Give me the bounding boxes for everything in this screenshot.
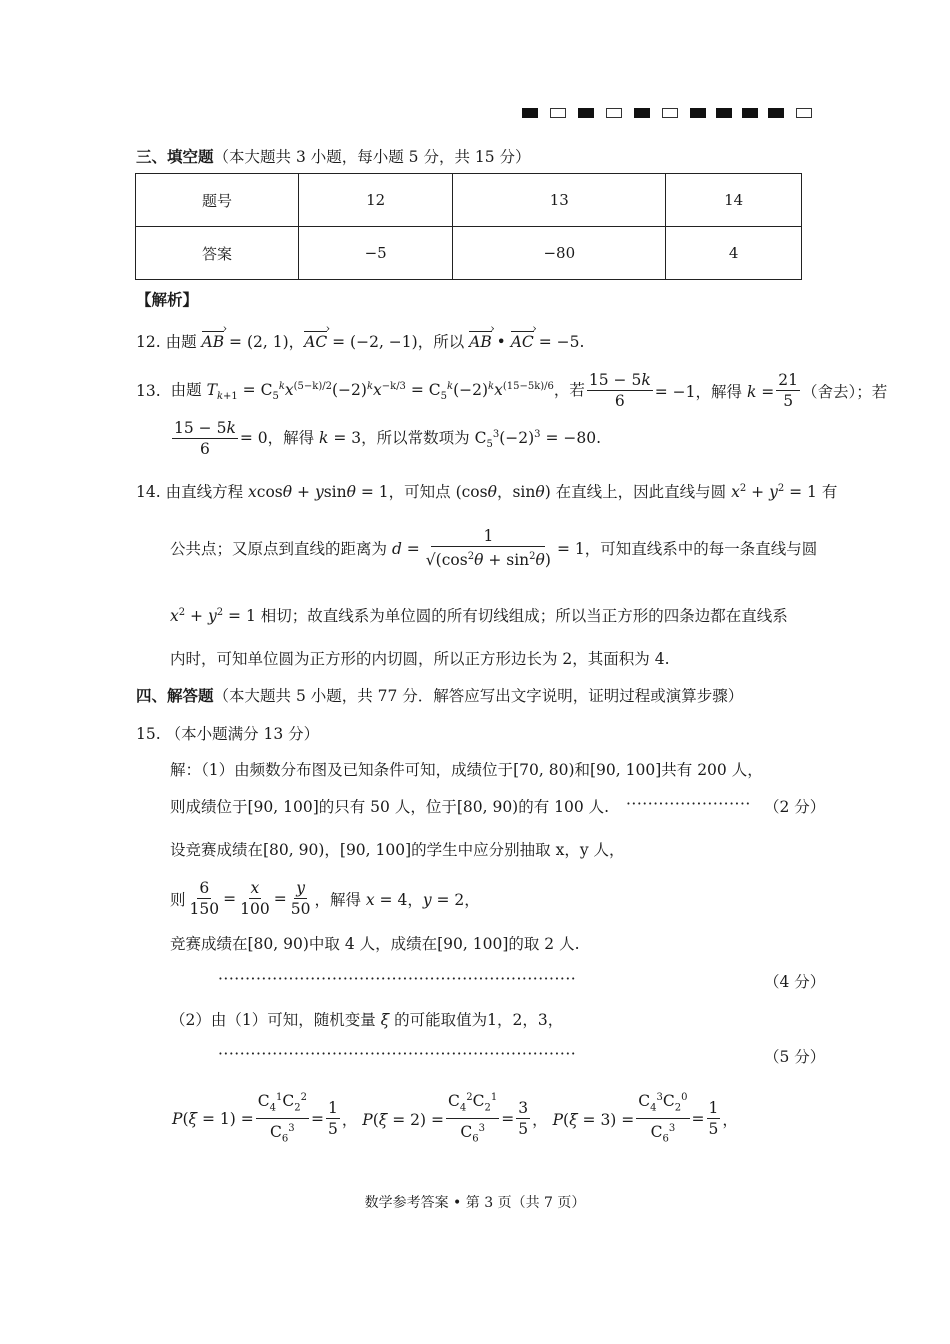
q15-line3: 设竞赛成绩在[80, 90)，[90, 100]的学生中应分别抽取 x，y 人， — [170, 841, 625, 859]
table-cell: 题号 — [136, 174, 299, 227]
q15-line7: P(ξ = 1) = $\frac{C_4^1C_2^2}{C_6^3}$ = $\frac{1}{5}$ ， P(ξ = 2) = $\frac{C_4^2C_2^1}{C_6^3}$ = $\frac{3}{5}$ ， P(ξ = 3) = $\frac{C_4^3C_2^0}{C_6^3}$ = $\frac{1}{5}$ ， — [172, 1088, 738, 1150]
q15-line2: 则成绩位于[90, 100]的只有 50 人，位于[80, 90)的有 100 人. — [170, 798, 610, 816]
q13-number: 13. — [136, 381, 161, 400]
dot-leader: ·································································· — [218, 1045, 577, 1063]
q14-line3: $x^2 + y^2 = 1$ 相切；故直线系为单位圆的所有切线组成；所以当正方形的四条边都在直线系 — [170, 606, 788, 625]
score-label: （4 分） — [764, 973, 826, 991]
q14-line4: 内时，可知单位圆为正方形的内切圆，所以正方形边长为 2，其面积为 4. — [170, 650, 670, 668]
marker-filled — [578, 108, 594, 118]
page-footer: 数学参考答案 • 第 3 页（共 7 页） — [364, 1195, 586, 1211]
score-label: （5 分） — [764, 1048, 826, 1066]
q15-header: 15. （本小题满分 13 分） — [136, 725, 320, 743]
marker-filled — [716, 108, 732, 118]
table-cell: −80 — [453, 227, 666, 280]
answer-table — [135, 173, 802, 280]
q15-line1: 解：（1）由频数分布图及已知条件可知，成绩位于[70, 80)和[90, 100]共有 200 人， — [170, 761, 763, 779]
q13-line1: 13. 由题 $T_{k+1} = C_5^kx^{(5-k)/2}(-2)^kx^{-k/3} = C_5^k(-2)^kx^{(15-5k)/6}$，若 $\frac{15 - 5k}{6}$ = −1，解得 k = $\frac{21}{5}$ （舍去）；若 — [136, 371, 888, 410]
section4-title: 四、解答题 — [136, 686, 214, 705]
q14-line2: 公共点；又原点到直线的距离为 d = $\frac{1}{√(\cos^2\theta + \sin^2\theta)}$ = 1，可知直线系中的每一条直线与圆 — [170, 527, 818, 570]
marker-filled — [522, 108, 538, 118]
score-label: （2 分） — [764, 798, 826, 816]
table-cell: 12 — [299, 174, 453, 227]
marker-outline — [662, 108, 678, 118]
marker-outline — [550, 108, 566, 118]
q12-number: 12. — [136, 333, 161, 351]
table-cell: 13 — [453, 174, 666, 227]
q13-line2: $\frac{15 - 5k}{6}$ = 0，解得 k = 3，所以常数项为 $C_5^3(-2)^3 = -80$. — [174, 419, 602, 458]
marker-filled — [742, 108, 758, 118]
q12-text: 由题 AB › = (2, 1)，AC › = (−2, −1)，所以 AB › • AC › = −5. — [166, 333, 585, 351]
q15-line6: （2）由（1）可知，随机变量 ξ 的可能取值为1，2，3， — [170, 1011, 564, 1029]
q15-line4: 则 $\frac{6}{150}$ = $\frac{x}{100}$ = $\frac{y}{50}$ ，解得 x = 4，y = 2， — [170, 879, 480, 918]
q14-number: 14. — [136, 483, 161, 501]
marker-filled — [690, 108, 706, 118]
analysis-title: 【解析】 — [136, 290, 199, 309]
table-cell: −5 — [299, 227, 453, 280]
q15-number: 15. — [136, 725, 161, 743]
dot-leader: ·································································· — [218, 970, 577, 988]
section4-heading — [136, 684, 743, 706]
marker-filled — [634, 108, 650, 118]
section3-title: 三、填空题 — [136, 147, 214, 166]
section4-note: （本大题共 5 小题，共 77 分．解答应写出文字说明，证明过程或演算步骤） — [213, 687, 744, 705]
table-row — [136, 227, 802, 280]
dot-leader: ······················· — [626, 795, 751, 813]
q12 — [136, 330, 584, 352]
table-cell: 4 — [666, 227, 802, 280]
table-cell: 14 — [666, 174, 802, 227]
section3-note: （本大题共 3 小题，每小题 5 分，共 15 分） — [213, 148, 531, 166]
marker-filled — [768, 108, 784, 118]
marker-outline — [796, 108, 812, 118]
table-row — [136, 174, 802, 227]
table-cell: 答案 — [136, 227, 299, 280]
marker-outline — [606, 108, 622, 118]
q14-line1: 14. 由直线方程 xcosθ + ysinθ = 1，可知点 (cosθ，sinθ) 在直线上，因此直线与圆 $x^2 + y^2 = 1$ 有 — [136, 482, 838, 501]
q15-line5: 竞赛成绩在[80, 90)中取 4 人，成绩在[90, 100]的取 2 人. — [170, 935, 580, 953]
section3-heading — [136, 145, 531, 167]
